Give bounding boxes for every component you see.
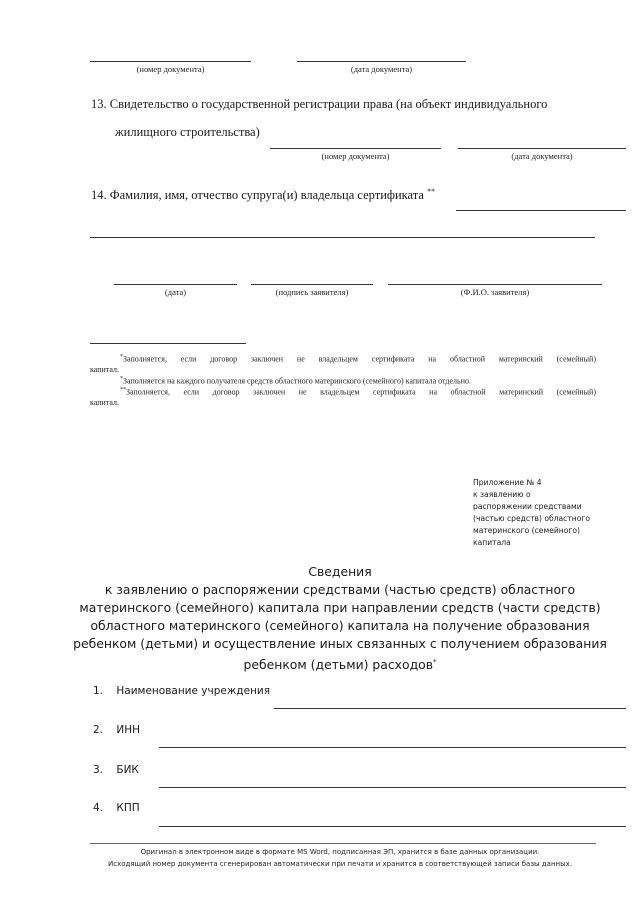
- field-1-label: Наименование учреждения: [116, 685, 271, 697]
- appendix-line: распоряжении средствами: [473, 502, 582, 511]
- item14-text: [91, 187, 435, 203]
- field-4-label: КПП: [116, 802, 140, 814]
- field-1-number: 1.: [93, 685, 104, 697]
- appendix-line: Приложение № 4: [473, 478, 542, 487]
- footnote-3-line2: капитал.: [90, 397, 119, 407]
- title-line: областного материнского (семейного) капитала на получение образования: [90, 618, 590, 633]
- date-line: [114, 284, 237, 285]
- appendix-line: капитала: [473, 538, 511, 547]
- field-4-input-line[interactable]: [159, 826, 626, 827]
- footnote-1-mark: *: [120, 354, 123, 360]
- appendix-line: к заявлению о: [473, 490, 531, 499]
- footnote-2-text: Заполняется на каждого получателя средств областного материнского (семейного) капитала отдельно.: [123, 376, 471, 386]
- item14-label: 14. Фамилия, имя, отчество супруга(и) владельца сертификата: [91, 188, 424, 203]
- item13-line1: 13. Свидетельство о государственной регистрации права (на объект индивидуального: [91, 97, 548, 111]
- item13-date-line: [458, 148, 626, 149]
- form-title: [60, 563, 620, 674]
- footer-separator: [90, 843, 596, 844]
- field-3-label: БИК: [116, 764, 139, 776]
- field-4-number: 4.: [93, 802, 104, 814]
- footnote-1-line2: капитал.: [90, 364, 119, 374]
- footer-note: [60, 846, 620, 870]
- field-3-input-line[interactable]: [159, 787, 626, 788]
- title-line: ребенком (детьми) и осуществление иных связанных с получением образования: [73, 636, 607, 651]
- field-2-label: ИНН: [116, 724, 141, 736]
- appendix-note: [473, 477, 613, 549]
- field-1-input-line[interactable]: [274, 708, 626, 709]
- date-caption: (дата): [164, 287, 187, 297]
- title-heading: Сведения: [308, 564, 372, 579]
- appendix-line: материнского (семейного): [473, 526, 581, 535]
- field-2: [93, 724, 140, 736]
- footnote-1: [90, 352, 596, 375]
- item13-number-line: [270, 148, 441, 149]
- item14-answer-line-full: [90, 237, 595, 238]
- item13-number-caption: (номер документа): [321, 151, 390, 161]
- field-3-number: 3.: [93, 764, 104, 776]
- title-line: к заявлению о распоряжении средствами (частью средств) областного: [104, 582, 576, 597]
- title-line: ребенком (детьми) расходов: [243, 657, 434, 673]
- footnote-3: [90, 385, 596, 408]
- signature-caption: (подпись заявителя): [275, 287, 349, 297]
- title-line: материнского (семейного) капитала при направлении средств (части средств): [79, 600, 601, 615]
- signature-line: [251, 284, 373, 285]
- name-caption: (Ф.И.О. заявителя): [460, 287, 530, 297]
- footnote-1-line1: Заполняется, если договор заключен не владельцем сертификата на областной материнский (семейный): [123, 354, 596, 364]
- footnote-3-line1: Заполняется, если договор заключен не владельцем сертификата на областной материнский (семейный): [126, 387, 596, 397]
- item14-mark: **: [427, 187, 436, 196]
- field-4: [93, 802, 140, 814]
- field-2-number: 2.: [93, 724, 104, 736]
- field-2-input-line[interactable]: [159, 747, 626, 748]
- doc-number-line: [90, 61, 251, 62]
- doc-date-caption: (дата документа): [350, 64, 413, 74]
- footer-line: Оригинал в электронном виде в формате MS Word, подписанная ЭП, хранится в базе данных организации.: [140, 848, 540, 856]
- title-mark: *: [433, 658, 437, 666]
- item13-line2: жилищного строительства): [115, 125, 260, 139]
- doc-date-line: [297, 61, 466, 62]
- footnote-separator: [90, 343, 246, 344]
- field-3: [93, 764, 139, 776]
- appendix-line: (частью средств) областного: [473, 514, 591, 523]
- item14-answer-line-short: [456, 210, 626, 211]
- footnote-3-mark: **: [120, 387, 126, 393]
- footer-line: Исходящий номер документа сгенерирован автоматически при печати и хранится в соответствующей записи базы данных.: [108, 860, 572, 868]
- name-line: [388, 284, 602, 285]
- item13-date-caption: (дата документа): [511, 151, 573, 161]
- footnote-2-mark: *: [120, 376, 123, 382]
- doc-number-caption: (номер документа): [136, 64, 205, 74]
- field-1: [93, 685, 270, 697]
